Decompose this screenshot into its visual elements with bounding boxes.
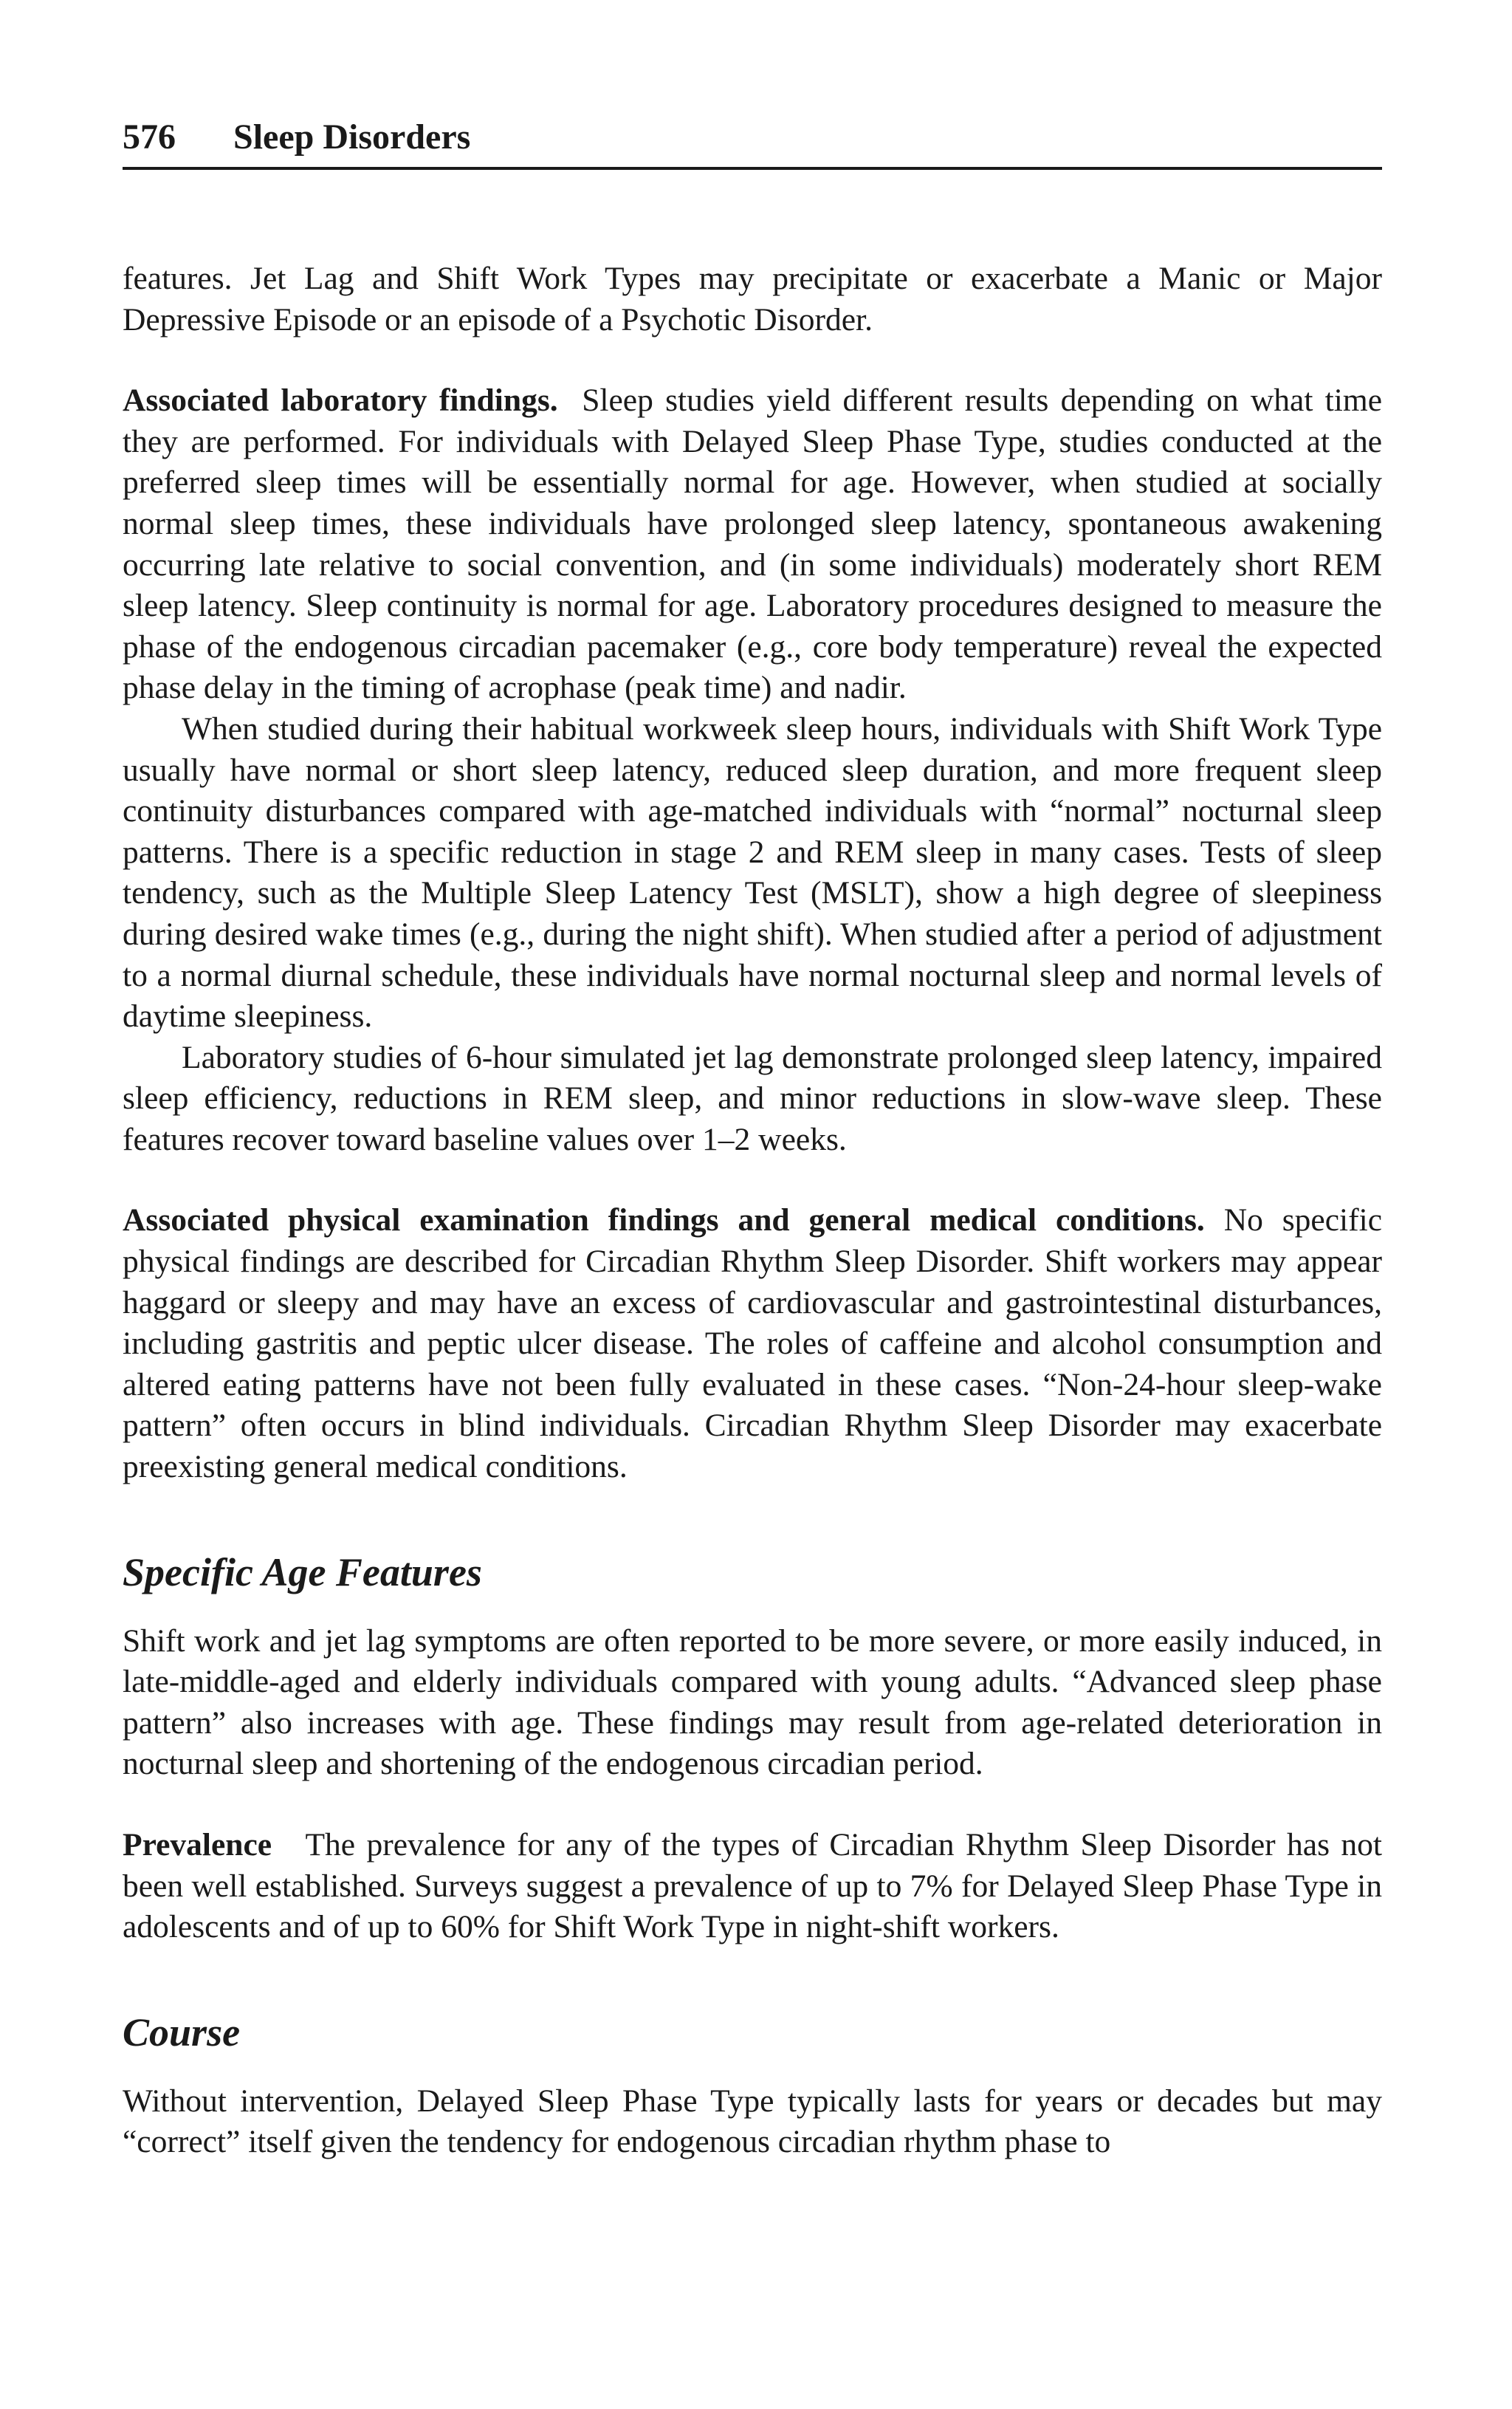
physical-findings-text: No specific physical findings are described for Circadian Rhythm Sleep Disorder. Shift workers may appear haggard or sleepy and may have an excess of cardiovascular and gastrointestinal disturbances, including gastritis and peptic ulcer disease. The roles of caffeine and alcohol consumption and altered eating patterns have not been fully evaluated in these cases. “Non-24-hour sleep-wake pattern” often occurs in blind individuals. Circadian Rhythm Sleep Disorder may exacerbate preexisting general medical conditions.	[123, 1202, 1382, 1485]
page-number: 576	[123, 117, 176, 157]
physical-findings-paragraph	[123, 1200, 1382, 1487]
shift-work-lab-paragraph: When studied during their habitual workweek sleep hours, individuals with Shift Work Type usually have normal or short sleep latency, reduced sleep duration, and more frequent sleep continuity disturbances compared with age-matched individuals with “normal” nocturnal sleep patterns. There is a specific reduction in stage 2 and REM sleep in many cases. Tests of sleep tendency, such as the Multiple Sleep Latency Test (MSLT), show a high degree of sleepiness during desired wake times (e.g., during the night shift). When studied after a period of adjustment to a normal diurnal schedule, these individuals have normal nocturnal sleep and normal levels of daytime sleepiness.	[123, 710, 1382, 1035]
course-text: Without intervention, Delayed Sleep Phase Type typically lasts for years or decades but may “correct” itself given the tendency for endogenous circadian rhythm phase to	[123, 2083, 1382, 2160]
prevalence-paragraph	[123, 1825, 1382, 1948]
prevalence-heading: Prevalence	[123, 1827, 272, 1863]
jet-lag-lab-paragraph: Laboratory studies of 6-hour simulated jet lag demonstrate prolonged sleep latency, impaired sleep efficiency, reductions in REM sleep, and minor reductions in slow-wave sleep. These features recover toward baseline values over 1–2 weeks.	[123, 1039, 1382, 1157]
running-head	[123, 117, 1382, 170]
lab-findings-heading: Associated laboratory findings.	[123, 383, 558, 419]
main-text	[123, 258, 1382, 2163]
lab-findings-text: Sleep studies yield different results depending on what time they are performed. For individuals with Delayed Sleep Phase Type, studies conducted at the preferred sleep times will be essentially normal for age. However, when studied at socially normal sleep times, these individuals have prolonged sleep latency, spontaneous awakening occurring late relative to social convention, and (in some individuals) moderately short REM sleep latency. Sleep continuity is normal for age. Laboratory procedures designed to measure the phase of the endogenous circadian pacemaker (e.g., core body temperature) reveal the expected phase delay in the timing of acrophase (peak time) and nadir.	[123, 383, 1383, 706]
lab-findings-paragraph	[123, 380, 1382, 709]
features-paragraph: features. Jet Lag and Shift Work Types may precipitate or exacerbate a Manic or Major Depressive Episode or an episode of a Psychotic Disorder.	[123, 261, 1382, 337]
prevalence-text: The prevalence for any of the types of Circadian Rhythm Sleep Disorder has not been well established. Surveys suggest a prevalence of up to 7% for Delayed Sleep Phase Type in adolescents and of up to 60% for Shift Work Type in night-shift workers.	[123, 1827, 1382, 1945]
course-heading: Course	[123, 2009, 241, 2055]
specific-age-features-text: Shift work and jet lag symptoms are often reported to be more severe, or more easily induced, in late-middle-aged and elderly individuals compared with young adults. “Advanced sleep phase pattern” also increases with age. These findings may result from age-related deterioration in nocturnal sleep and shortening of the endogenous circadian period.	[123, 1622, 1382, 1782]
specific-age-features-heading: Specific Age Features	[123, 1549, 482, 1594]
running-title: Sleep Disorders	[233, 117, 471, 157]
physical-findings-heading: Associated physical examination findings and general medical conditions.	[123, 1202, 1205, 1238]
